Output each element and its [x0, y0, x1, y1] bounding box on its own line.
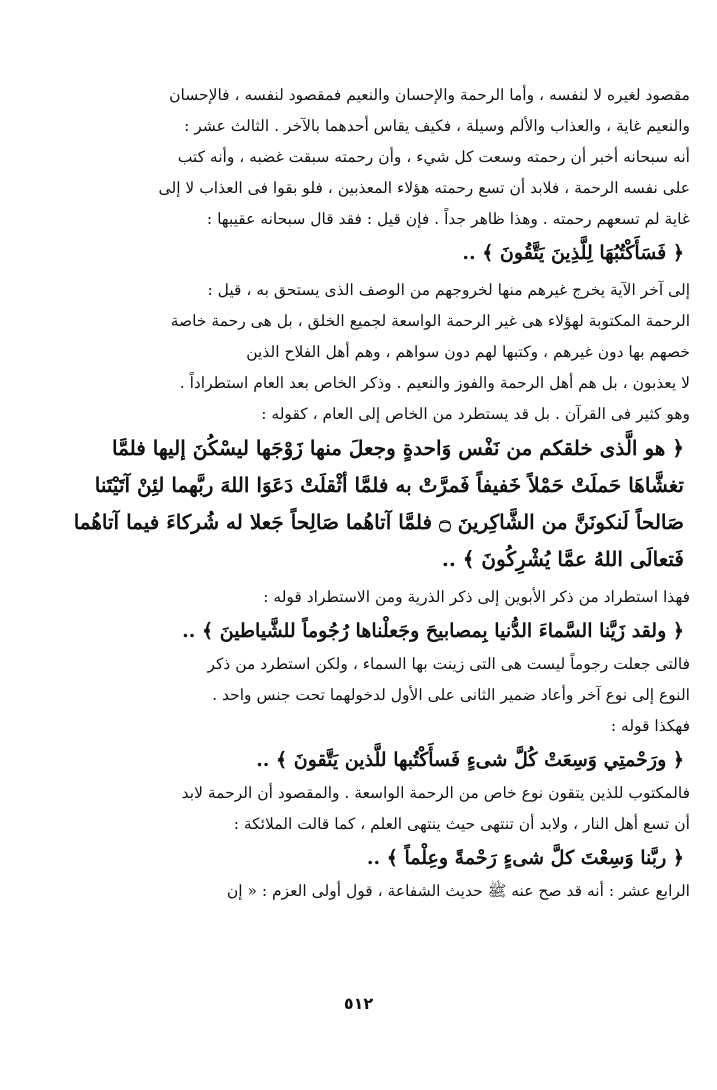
quran-verse: ﴿ ورَحْمتِي وَسِعَتْ كُلَّ شىءٍ فَسأَكْتُبها للَّذين يَتَّقونَ ﴾ ..	[256, 749, 684, 771]
text-line: إلى آخر الآية يخرج غيرهم منها لخروجهم من الوصف الذى يستحق به ، قيل :	[207, 281, 690, 299]
text-line: على نفسه الرحمة ، فلابد أن تسع رحمته هؤلاء المعذبين ، فلو بقوا فى العذاب لا إلى	[158, 179, 690, 197]
page-number: ٥١٢	[343, 994, 374, 1013]
quran-verse: صَالحاً لَنكونَنَّ من الشَّاكِرينَ ۝ فلمَّا آتاهُما صَالِحاً جَعلا له شُركاءَ فيما آتاهُما	[73, 510, 684, 534]
text-line: فهذا استطراد من ذكر الأبوين إلى ذكر الذرية ومن الاستطراد قوله :	[263, 588, 690, 606]
text-line: وهو كثير فى القرآن . بل قد يستطرد من الخاص إلى العام ، كقوله :	[261, 405, 690, 423]
text-line: أن تسع أهل النار ، ولابد أن تنتهى حيث ينتهى العلم ، كما قالت الملائكة :	[233, 815, 690, 833]
page-body	[70, 80, 690, 907]
text-line: الرابع عشر : أنه قد صح عنه ﷺ حديث الشفاعة ، قول أولى العزم : « إن	[226, 882, 690, 900]
text-line: والنعيم غاية ، والعذاب والألم وسيلة ، فكيف يقاس أحدهما بالآخر . الثالث عشر :	[184, 117, 690, 135]
text-line: فالتى جعلت رجوماً ليست هى التى زينت بها السماء ، ولكن استطرد من ذكر	[207, 655, 690, 673]
text-line: فالمكتوب للذين يتقون نوع خاص من الرحمة الواسعة . والمقصود أن الرحمة لابد	[181, 784, 690, 802]
quran-verse: ﴿ ربَّنا وَسِعْتَ كلَّ شىءٍ رَحْمةً وعِلْماً ﴾ ..	[366, 847, 684, 869]
quran-verse: فَتعالَى اللهُ عمَّا يُشْرِكُونَ ﴾ ..	[441, 547, 684, 571]
text-line: غاية لم تسعهم رحمته . وهذا ظاهر جداً . فإن قيل : فقد قال سبحانه عقيبها :	[206, 210, 690, 228]
text-line: فهكذا قوله :	[610, 717, 690, 735]
text-line: أنه سبحانه أخبر أن رحمته وسعت كل شيء ، وأن رحمته سبقت غضبه ، وأنه كتب	[177, 148, 690, 166]
quran-verse: ﴿ فَسَأَكْتُبُهَا لِلَّذِينَ يَتَّقُونَ ﴾ ..	[462, 242, 684, 264]
text-line: مقصود لغيره لا لنفسه ، وأما الرحمة والإحسان والنعيم فمقصود لنفسه ، فالإحسان	[169, 86, 690, 104]
quran-verse: ﴿ ولقد زَيَّنا السَّماءَ الدُّنيا بِمصابيحَ وجَعلْناها رُجُوماً للشَّياطينَ ﴾ ..	[182, 620, 684, 642]
text-line: الرحمة المكتوبة لهؤلاء هى غير الرحمة الواسعة لجميع الخلق ، بل هى رحمة خاصة	[170, 312, 690, 330]
text-line: لا يعذبون ، بل هم أهل الرحمة والفوز والنعيم . وذكر الخاص بعد العام استطراداً .	[179, 374, 690, 392]
text-line: النوع إلى نوع آخر وأعاد ضمير الثانى على الأول لدخولهما تحت جنس واحد .	[212, 686, 690, 704]
quran-verse: تغشَّاهَا حَملَتْ حَمْلاً خَفيفاً فَمرَّتْ به فلمَّا أثْقلَتْ دَعَوَا اللهَ ربَّهما لئِنْ آتَيْتَنا	[94, 473, 684, 497]
quran-verse: ﴿ هو الَّذى خلقكم من نَفْس وَاحدةٍ وجعلَ منها زَوْجَها ليسْكُنَ إليها فلمَّا	[111, 436, 684, 460]
text-line: خصهم بها دون غيرهم ، وكتبها لهم دون سواهم ، وهم أهل الفلاح الذين	[246, 343, 690, 361]
